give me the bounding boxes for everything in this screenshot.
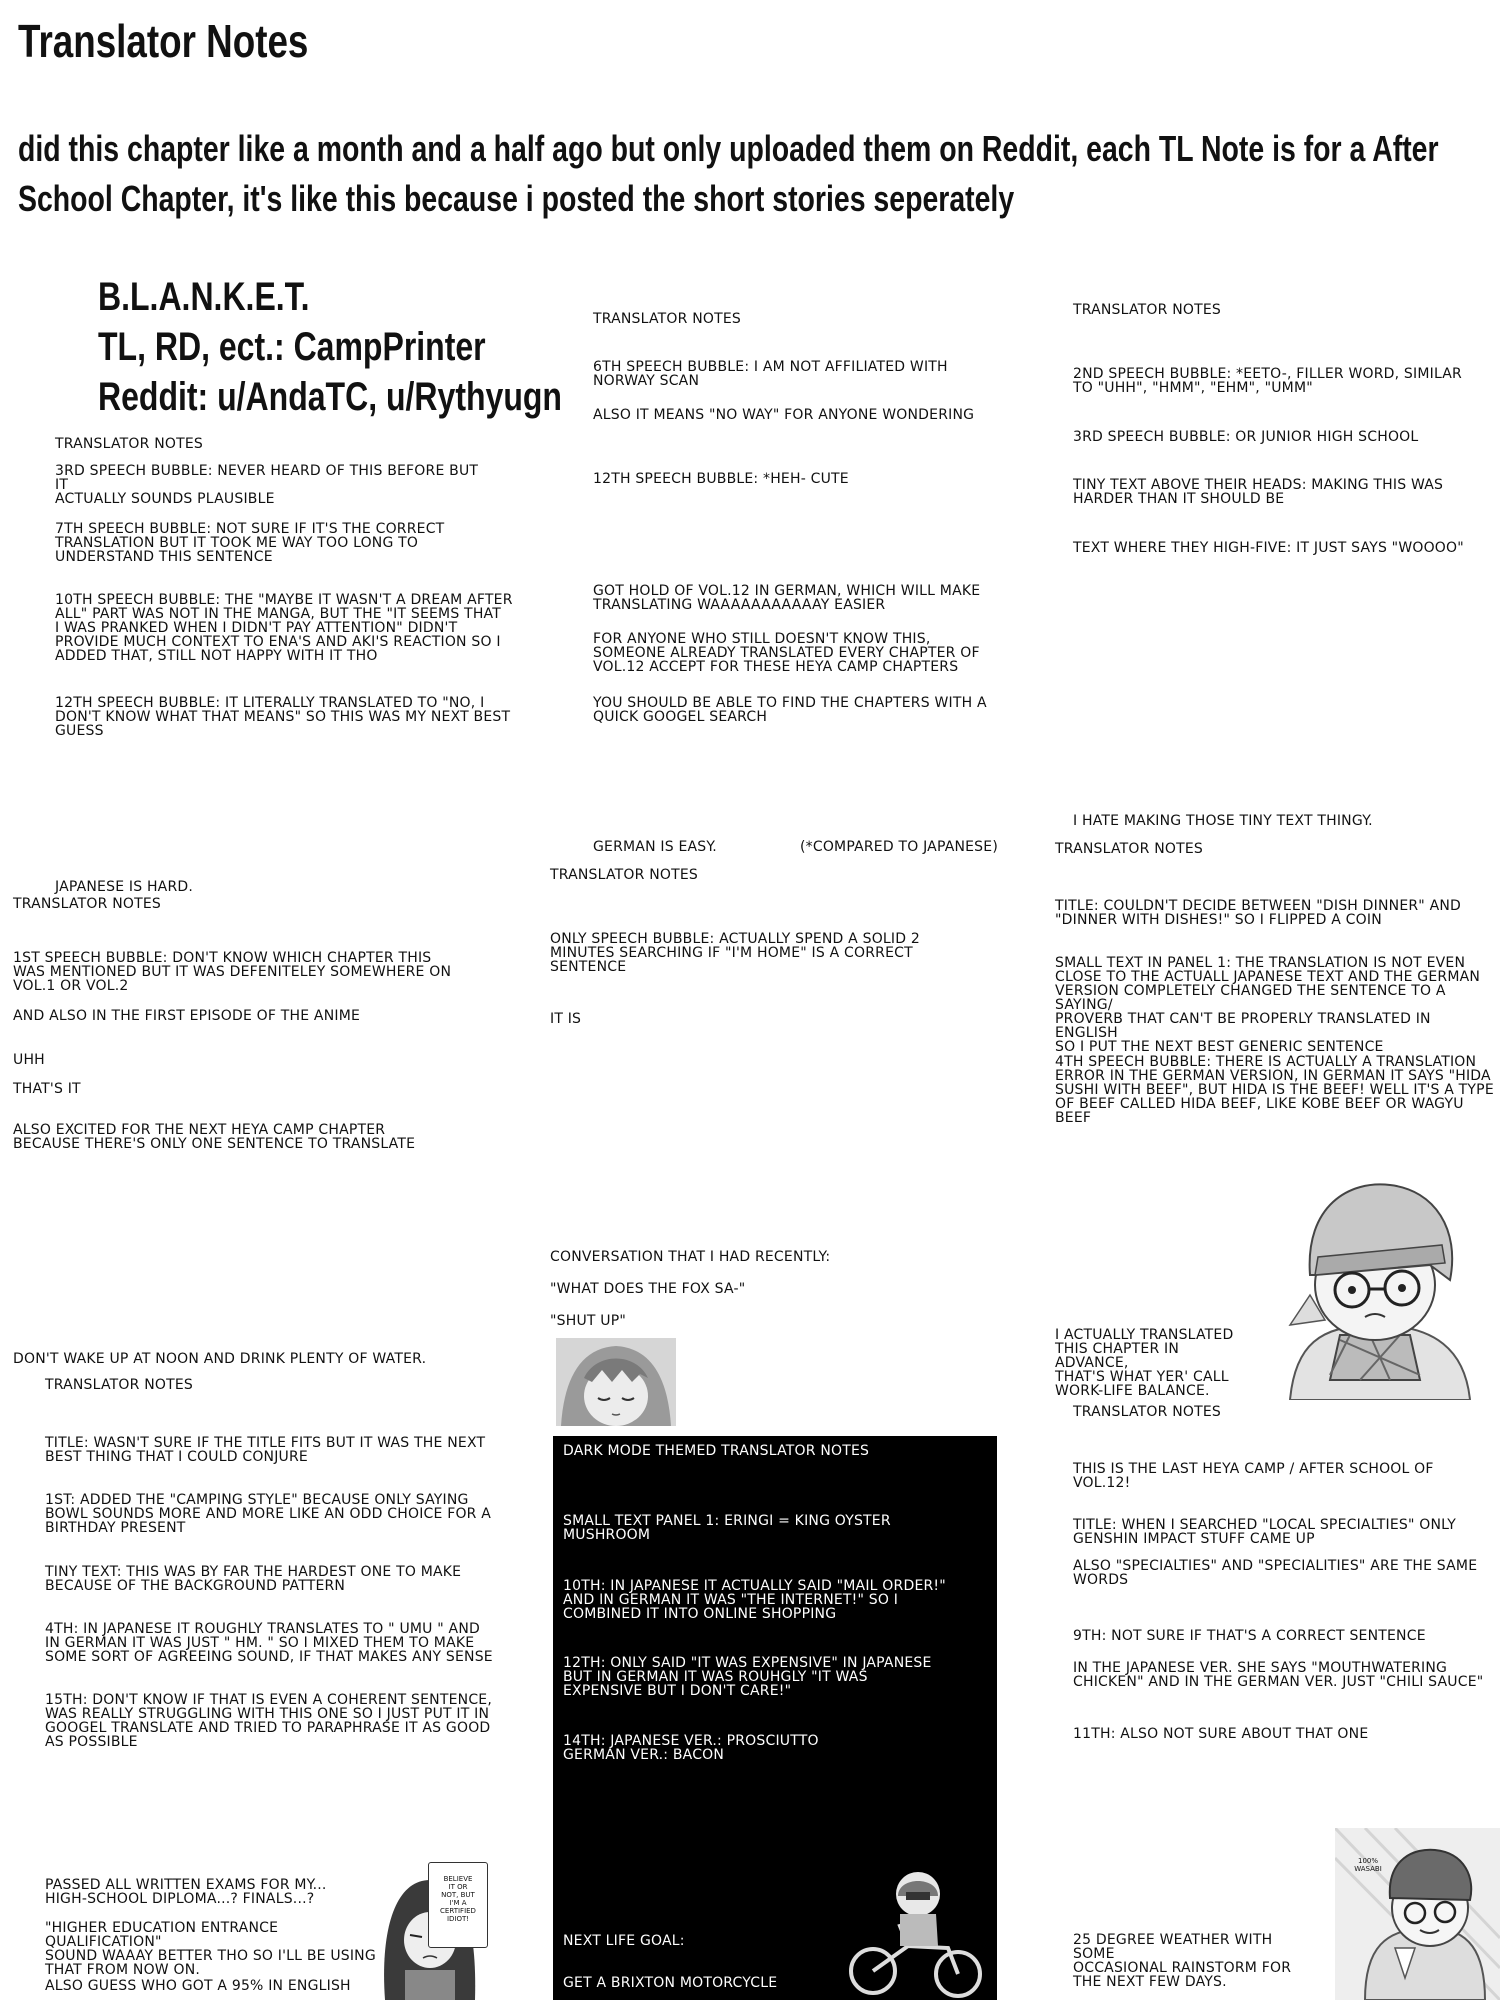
speech-bubble-text: BELIEVE IT OR NOT, BUT I'M A CERTIFIED IDIOT! [440, 1875, 476, 1923]
notes-block-2 [593, 311, 1033, 725]
notes-block-3 [1073, 302, 1493, 556]
footer-line: ALSO GUESS WHO GOT A 95% IN ENGLISH [45, 1978, 351, 1994]
footer-line: NEXT LIFE GOAL: [563, 1933, 685, 1949]
conversation-line: CONVERSATION THAT I HAD RECENTLY: [550, 1249, 831, 1265]
speech-bubble [428, 1862, 488, 1948]
note-item: 10TH: IN JAPANESE IT ACTUALLY SAID "MAIL ORDER!" AND IN GERMAN IT WAS "THE INTERNET!" SO I COMBINED IT INTO ONLINE SHOPPING [563, 1578, 946, 1622]
note-item: YOU SHOULD BE ABLE TO FIND THE CHAPTERS WITH A QUICK GOOGEL SEARCH [593, 695, 987, 725]
note-item: 11TH: ALSO NOT SURE ABOUT THAT ONE [1073, 1726, 1369, 1742]
note-item: 4TH SPEECH BUBBLE: THERE IS ACTUALLY A TRANSLATION ERROR IN THE GERMAN VERSION, IN GERMAN IT SAYS "HIDA SUSHI WITH BEEF", BUT HIDA IS THE BEEF! WELL IT'S A TYPE OF BEEF CALLED HIDA BEEF, LIKE KOBE BEEF OR WAGYU BEEF [1055, 1054, 1494, 1126]
notes-footer: JAPANESE IS HARD. [55, 879, 194, 895]
credits-reddit: Reddit: u/AndaTC, u/Rythyugn [98, 375, 562, 419]
note-item: ALSO IT MEANS "NO WAY" FOR ANYONE WONDERING [593, 407, 975, 423]
notes-footer: 25 DEGREE WEATHER WITH SOME OCCASIONAL RAINSTORM FOR THE NEXT FEW DAYS. [1073, 1932, 1292, 1990]
notes-header: TRANSLATOR NOTES [550, 867, 698, 883]
note-item: 12TH SPEECH BUBBLE: IT LITERALLY TRANSLATED TO "NO, I DON'T KNOW WHAT THAT MEANS" SO THIS WAS MY NEXT BEST GUESS [55, 695, 511, 739]
notes-header: TRANSLATOR NOTES [55, 436, 203, 452]
notes-header: TRANSLATOR NOTES [45, 1377, 193, 1393]
note-item: TEXT WHERE THEY HIGH-FIVE: IT JUST SAYS "WOOOO" [1073, 540, 1464, 556]
manga-girl-wasabi-illustration [1335, 1828, 1500, 2000]
dark-mode-notes-panel [553, 1436, 997, 2000]
note-item: SMALL TEXT IN PANEL 1: THE TRANSLATION IS NOT EVEN CLOSE TO THE ACTUALL JAPANESE TEXT AND THE GERMAN VERSION COMPLETELY CHANGED THE SENTENCE TO A SAYING/ PROVERB THAT CAN'T BE PROPERLY TRANSLATED IN ENGLISH SO I PUT THE NEXT BEST GENERIC SENTENCE [1055, 955, 1481, 1055]
notes-header: TRANSLATOR NOTES [13, 896, 161, 912]
credits [98, 272, 562, 422]
credits-translator: TL, RD, ect.: CampPrinter [98, 325, 486, 369]
conversation-line: "SHUT UP" [550, 1313, 627, 1329]
notes-header: TRANSLATOR NOTES [1073, 1404, 1221, 1420]
intro-text: did this chapter like a month and a half ago but only uploaded them on Reddit, each TL Note is for a After School Chapter, it's like this because i posted the short stories seperately [18, 128, 1439, 219]
note-item: ALSO "SPECIALTIES" AND "SPECIALITIES" ARE THE SAME WORDS [1073, 1558, 1478, 1588]
note-item: GOT HOLD OF VOL.12 IN GERMAN, WHICH WILL MAKE TRANSLATING WAAAAAAAAAAAY EASIER [593, 583, 981, 613]
note-item: 12TH: ONLY SAID "IT WAS EXPENSIVE" IN JAPANESE BUT IN GERMAN IT WAS ROUHGLY "IT WAS EXPENSIVE BUT I DON'T CARE!" [563, 1655, 932, 1699]
note-item: IN THE JAPANESE VER. SHE SAYS "MOUTHWATERING CHICKEN" AND IN THE GERMAN VER. JUST "CHILI SAUCE" [1073, 1660, 1484, 1690]
note-item: 3RD SPEECH BUBBLE: OR JUNIOR HIGH SCHOOL [1073, 429, 1419, 445]
notes-footer: DON'T WAKE UP AT NOON AND DRINK PLENTY OF WATER. [13, 1351, 427, 1367]
notes-footer-aside: (*COMPARED TO JAPANESE) [800, 839, 998, 855]
manga-face-illustration [556, 1338, 676, 1426]
note-item: IT IS [550, 1011, 582, 1027]
note-item: THAT'S IT [13, 1081, 81, 1097]
notes-block-1 [55, 436, 513, 739]
footer-line: "HIGHER EDUCATION ENTRANCE QUALIFICATION" SOUND WAAAY BETTER THO SO I'LL BE USING THAT FROM NOW ON. [45, 1920, 376, 1978]
note-item: 3RD SPEECH BUBBLE: NEVER HEARD OF THIS BEFORE BUT IT ACTUALLY SOUNDS PLAUSIBLE [55, 463, 479, 507]
footer-line: PASSED ALL WRITTEN EXAMS FOR MY... HIGH-SCHOOL DIPLOMA...? FINALS...? [45, 1877, 327, 1907]
notes-footer: GERMAN IS EASY. [593, 839, 717, 855]
note-item: TITLE: WASN'T SURE IF THE TITLE FITS BUT IT WAS THE NEXT BEST THING THAT I COULD CONJURE [45, 1435, 486, 1465]
notes-block-9 [1073, 1404, 1493, 1742]
notes-block-8 [563, 1443, 993, 1991]
note-item: 15TH: DON'T KNOW IF THAT IS EVEN A COHERENT SENTENCE, WAS REALLY STRUGGLING WITH THIS ONE SO I JUST PUT IT IN GOOGEL TRANSLATE AND TRIED TO PARAPHRASE IT AS GOOD AS POSSIBLE [45, 1692, 492, 1750]
conversation-line: "WHAT DOES THE FOX SA-" [550, 1281, 746, 1297]
notes-header: TRANSLATOR NOTES [1055, 841, 1203, 857]
notes-footer: I ACTUALLY TRANSLATED THIS CHAPTER IN ADVANCE, THAT'S WHAT YER' CALL WORK-LIFE BALANCE. [1055, 1327, 1234, 1399]
notes-block-6 [1055, 841, 1495, 1126]
credits-group: B.L.A.N.K.E.T. [98, 275, 310, 319]
footer-line: GET A BRIXTON MOTORCYCLE [563, 1975, 778, 1991]
page-title: Translator Notes [18, 15, 309, 67]
notes-block-7 [45, 1377, 515, 1750]
note-item: 7TH SPEECH BUBBLE: NOT SURE IF IT'S THE CORRECT TRANSLATION BUT IT TOOK ME WAY TOO LONG TO UNDERSTAND THIS SENTENCE [55, 521, 445, 565]
note-item: TITLE: WHEN I SEARCHED "LOCAL SPECIALTIES" ONLY GENSHIN IMPACT STUFF CAME UP [1073, 1517, 1457, 1547]
notes-footer [45, 1877, 385, 1994]
note-item: 12TH SPEECH BUBBLE: *HEH- CUTE [593, 471, 849, 487]
note-item: THIS IS THE LAST HEYA CAMP / AFTER SCHOOL OF VOL.12! [1073, 1461, 1434, 1491]
note-item: AND ALSO IN THE FIRST EPISODE OF THE ANIME [13, 1008, 361, 1024]
note-item: TITLE: COULDN'T DECIDE BETWEEN "DISH DINNER" AND "DINNER WITH DISHES!" SO I FLIPPED A COIN [1055, 898, 1462, 928]
note-item: 2ND SPEECH BUBBLE: *EETO-, FILLER WORD, SIMILAR TO "UHH", "HMM", "EHM", "UMM" [1073, 366, 1462, 396]
note-item: 10TH SPEECH BUBBLE: THE "MAYBE IT WASN'T A DREAM AFTER ALL" PART WAS NOT IN THE MANGA, BUT THE "IT SEEMS THAT I WAS PRANKED WHEN I DIDN'T PAY ATTENTION" DIDN'T PROVIDE MUCH CONTEXT TO ENA'S AND AKI'S REACTION SO I ADDED THAT, STILL NOT HAPPY WITH IT THO [55, 592, 513, 664]
manga-motorcycle-illustration [838, 1866, 988, 2000]
note-item: 1ST: ADDED THE "CAMPING STYLE" BECAUSE ONLY SAYING BOWL SOUNDS MORE AND MORE LIKE AN ODD CHOICE FOR A BIRTHDAY PRESENT [45, 1492, 492, 1536]
speech-bubble-text: 100% WASABI [1354, 1857, 1382, 1873]
notes-footer: I HATE MAKING THOSE TINY TEXT THINGY. [1073, 813, 1373, 829]
note-item: 9TH: NOT SURE IF THAT'S A CORRECT SENTENCE [1073, 1628, 1426, 1644]
notes-block-4 [13, 896, 483, 1152]
notes-header: DARK MODE THEMED TRANSLATOR NOTES [563, 1443, 870, 1459]
note-item: ALSO EXCITED FOR THE NEXT HEYA CAMP CHAPTER BECAUSE THERE'S ONLY ONE SENTENCE TO TRANSLATE [13, 1122, 416, 1152]
note-item: SMALL TEXT PANEL 1: ERINGI = KING OYSTER MUSHROOM [563, 1513, 891, 1543]
note-item: TINY TEXT ABOVE THEIR HEADS: MAKING THIS WAS HARDER THAN IT SHOULD BE [1073, 477, 1444, 507]
note-item: FOR ANYONE WHO STILL DOESN'T KNOW THIS, SOMEONE ALREADY TRANSLATED EVERY CHAPTER OF VOL.12 ACCEPT FOR THESE HEYA CAMP CHAPTERS [593, 631, 980, 675]
note-item: 14TH: JAPANESE VER.: PROSCIUTTO GERMAN VER.: BACON [563, 1733, 819, 1763]
note-item: TINY TEXT: THIS WAS BY FAR THE HARDEST ONE TO MAKE BECAUSE OF THE BACKGROUND PATTERN [45, 1564, 462, 1594]
note-item: 4TH: IN JAPANESE IT ROUGHLY TRANSLATES TO " UMU " AND IN GERMAN IT WAS JUST " HM. " SO I MIXED THEM TO MAKE SOME SORT OF AGREEING SOUND, IF THAT MAKES ANY SENSE [45, 1621, 493, 1665]
notes-block-5 [550, 867, 990, 1329]
note-item: 6TH SPEECH BUBBLE: I AM NOT AFFILIATED WITH NORWAY SCAN [593, 359, 948, 389]
note-item: 1ST SPEECH BUBBLE: DON'T KNOW WHICH CHAPTER THIS WAS MENTIONED BUT IT WAS DEFENITELEY SOMEWHERE ON VOL.1 OR VOL.2 [13, 950, 452, 994]
note-item: UHH [13, 1052, 45, 1068]
notes-header: TRANSLATOR NOTES [1073, 302, 1221, 318]
notes-header: TRANSLATOR NOTES [593, 311, 741, 327]
note-item: ONLY SPEECH BUBBLE: ACTUALLY SPEND A SOLID 2 MINUTES SEARCHING IF "I'M HOME" IS A CORRECT SENTENCE [550, 931, 920, 975]
manga-girl-beanie-illustration [1270, 1175, 1485, 1400]
